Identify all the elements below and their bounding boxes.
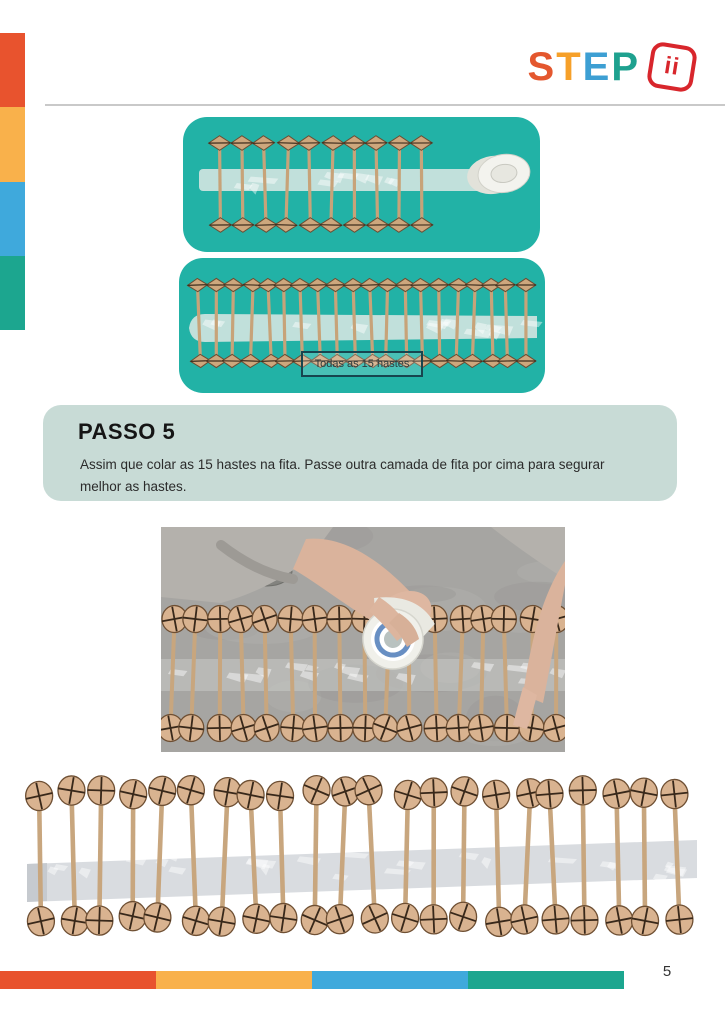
photo-panel-hastes-all bbox=[179, 258, 545, 393]
photo-full-haste-strip bbox=[25, 772, 705, 940]
logo-letter-S: S bbox=[527, 45, 557, 89]
accent-segment-orange bbox=[0, 971, 156, 989]
header-divider bbox=[45, 104, 725, 106]
step-logo-ii-icon: ii bbox=[646, 41, 699, 94]
accent-segment-yellow bbox=[156, 971, 312, 989]
photo-hands-applying-tape bbox=[161, 527, 565, 752]
step-logo-text bbox=[528, 47, 641, 87]
accent-segment-blue bbox=[0, 182, 25, 256]
step-instruction-box bbox=[43, 405, 677, 501]
page-number: 5 bbox=[662, 963, 672, 980]
logo-letter-P: P bbox=[611, 45, 640, 89]
accent-segment-orange bbox=[0, 33, 25, 107]
left-accent-bar bbox=[0, 33, 25, 330]
step-body-text: Assim que colar as 15 hastes na fita. Passe outra camada de fita por cima para segurar melhor as hastes. bbox=[80, 457, 605, 494]
photo-taping-hands bbox=[161, 527, 565, 752]
hastes-count-label: Todas as 15 hastes bbox=[301, 351, 423, 377]
accent-segment-blue bbox=[312, 971, 468, 989]
logo-letter-T: T bbox=[556, 45, 583, 89]
photo-panel-hastes-start bbox=[183, 117, 540, 252]
accent-segment-teal bbox=[468, 971, 624, 989]
step-title: PASSO 5 bbox=[78, 419, 176, 444]
accent-segment-yellow bbox=[0, 107, 25, 181]
logo-letter-E: E bbox=[582, 45, 612, 89]
accent-segment-teal bbox=[0, 256, 25, 330]
photo-finished-strip bbox=[25, 772, 705, 940]
step-logo bbox=[528, 44, 696, 90]
footer-accent-bar bbox=[0, 971, 624, 989]
photo-ten-hastes-on-tape bbox=[183, 117, 540, 252]
